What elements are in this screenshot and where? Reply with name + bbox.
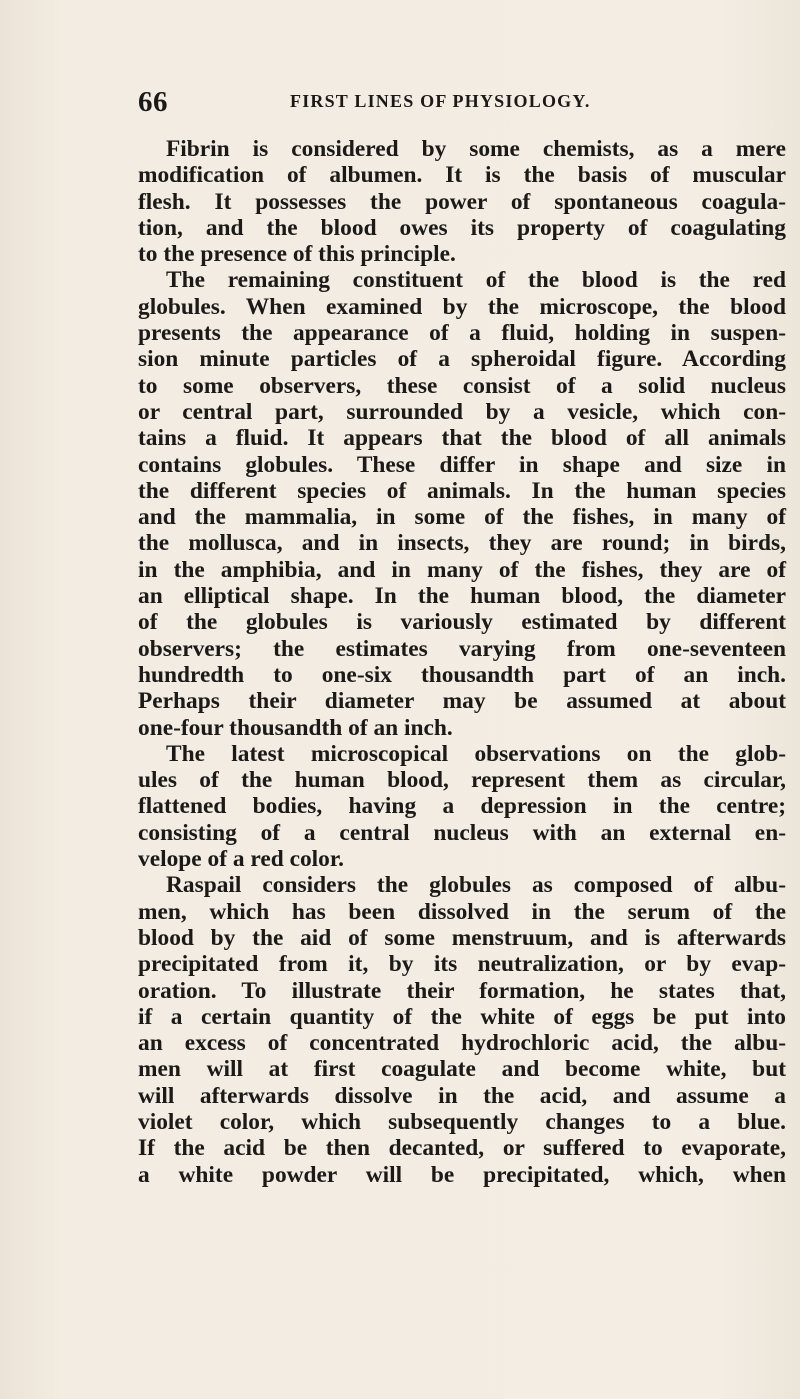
page-number: 66 [138, 86, 168, 118]
text-line: of the globules is variously estimated by different [138, 609, 786, 636]
text-line: sion minute particles of a spheroidal figure. According [138, 346, 786, 373]
text-line: Fibrin is considered by some chemists, as a mere [166, 136, 786, 162]
text-line: an excess of concentrated hydrochloric acid, the albu- [138, 1030, 786, 1057]
text-line: The latest microscopical observations on the glob- [166, 740, 786, 767]
text-line: men will at first coagulate and become white, but [138, 1056, 786, 1083]
text-line: If the acid be then decanted, or suffered to evaporate, [138, 1135, 786, 1162]
text-line: a white powder will be precipitated, which, when [138, 1161, 786, 1188]
text-line: in the amphibia, and in many of the fishes, they are of [138, 556, 786, 583]
text-line: precipitated from it, by its neutralization, or by evap- [138, 951, 786, 978]
text-line: flattened bodies, having a depression in the centre; [138, 793, 786, 820]
text-line: one-four thousandth of an inch. [138, 714, 453, 741]
text-line: observers; the estimates varying from one-seventeen [138, 635, 786, 662]
running-head [138, 86, 650, 116]
text-line: globules. When examined by the microscope, the blood [138, 293, 786, 320]
text-line: and the mammalia, in some of the fishes, in many of [138, 504, 786, 531]
text-line: blood by the aid of some menstruum, and is afterwards [138, 924, 786, 951]
text-line: to some observers, these consist of a solid nucleus [138, 372, 786, 399]
text-line: presents the appearance of a fluid, holding in suspen- [138, 320, 786, 347]
text-line: velope of a red color. [138, 846, 344, 873]
text-line: or central part, surrounded by a vesicle, which con- [138, 398, 786, 425]
text-line: oration. To illustrate their formation, he states that, [138, 977, 786, 1004]
text-line: men, which has been dissolved in the serum of the [138, 898, 786, 925]
text-line: to the presence of this principle. [138, 241, 456, 268]
text-line: if a certain quantity of the white of eggs be put into [138, 1003, 786, 1030]
text-line: violet color, which subsequently changes to a blue. [138, 1108, 786, 1135]
text-line: tains a fluid. It appears that the blood of all animals [138, 425, 786, 452]
body-text [138, 136, 786, 1188]
text-line: The remaining constituent of the blood is the red [166, 267, 786, 294]
text-line: the different species of animals. In the human species [138, 477, 786, 504]
text-line: hundredth to one-six thousandth part of an inch. [138, 661, 786, 688]
text-line: the mollusca, and in insects, they are round; in birds, [138, 530, 786, 557]
text-line: consisting of a central nucleus with an external en- [138, 819, 786, 846]
text-line: will afterwards dissolve in the acid, and assume a [138, 1082, 786, 1109]
text-line: Perhaps their diameter may be assumed at about [138, 688, 786, 715]
text-line: flesh. It possesses the power of spontaneous coagula- [138, 188, 786, 215]
text-line: an elliptical shape. In the human blood, the diameter [138, 583, 786, 610]
text-line: Raspail considers the globules as composed of albu- [166, 872, 786, 899]
text-line: modification of albumen. It is the basis of muscular [138, 162, 786, 189]
text-line: contains globules. These differ in shape and size in [138, 451, 786, 478]
text-line: tion, and the blood owes its property of coagulating [138, 214, 786, 241]
running-title: FIRST LINES OF PHYSIOLOGY. [290, 91, 591, 111]
text-line: ules of the human blood, represent them as circular, [138, 767, 786, 794]
